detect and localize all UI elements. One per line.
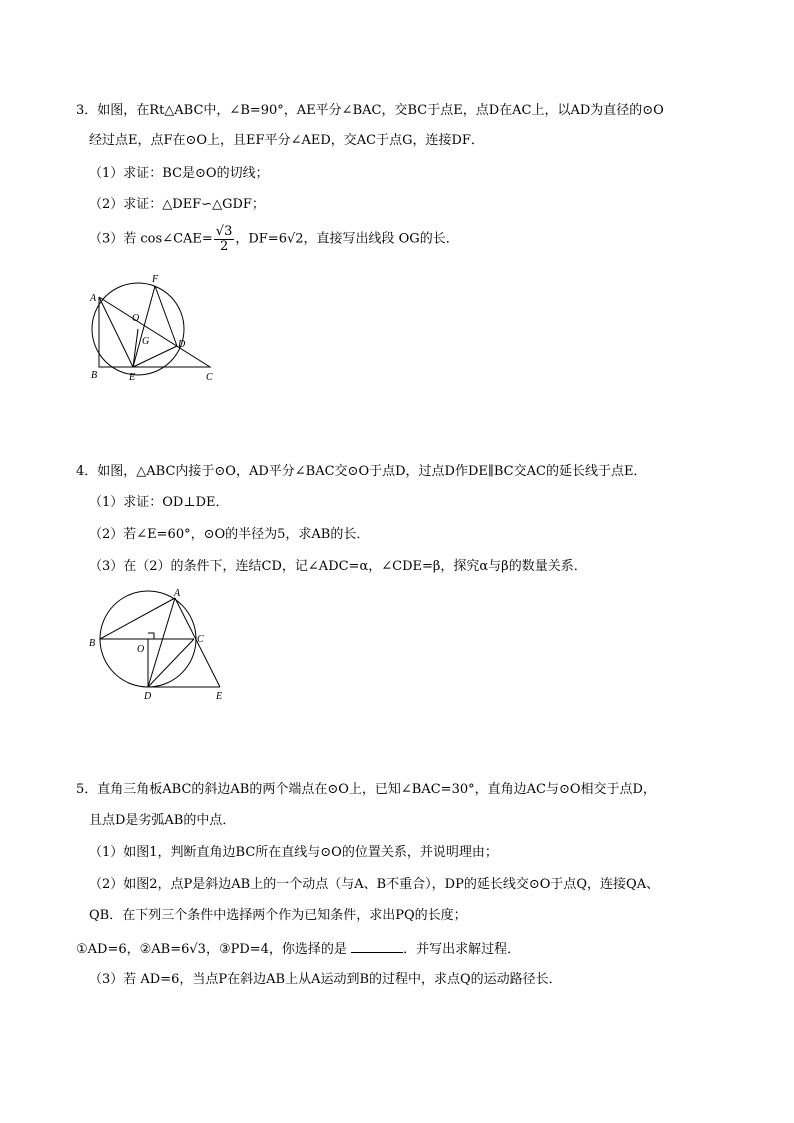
q4-part-3: （3）在（2）的条件下，连结CD，记∠ADC=α，∠CDE=β，探究α与β的数量关系． — [89, 559, 587, 574]
q3-seg-EF — [133, 286, 155, 367]
q3-part-3-a: （3）若 cos∠CAE= — [89, 231, 213, 247]
q4-label-E: E — [216, 691, 223, 702]
q4-label-A: A — [174, 588, 181, 599]
q3-label-A: A — [90, 293, 97, 304]
q5-part-3: （3）若 AD=6，当点P在斜边AB上从A运动到B的过程中，求点Q的运动路径长． — [89, 972, 562, 987]
q3-fraction-num: √3 — [215, 224, 233, 239]
q5-part-2c — [76, 940, 520, 958]
q3-part-3 — [89, 225, 459, 254]
q3-part-3-b: ，DF=6√2，直接写出线段 OG的长． — [235, 231, 459, 247]
q4-label-B: B — [89, 638, 96, 649]
q4-figure — [86, 588, 236, 703]
q4-label-D: D — [144, 691, 152, 702]
q5-stem-1: 直角三角板ABC的斜边AB的两个端点在⊙O上，已知∠BAC=30°，直角边AC与⊙O相交于点D， — [97, 782, 656, 797]
q3-fraction-den: 2 — [219, 239, 229, 254]
q3-label-D: D — [178, 339, 186, 350]
q3-part-1: （1）求证：BC是⊙O的切线； — [89, 166, 269, 181]
q4-label-C: C — [197, 634, 204, 645]
q4-seg-AD — [148, 598, 175, 687]
q5-line-2: 且点D是劣弧AB的中点． — [89, 813, 236, 828]
q5-line-1 — [76, 782, 656, 798]
q3-label-E: E — [129, 372, 136, 383]
q5-number: 5． — [76, 782, 98, 797]
q4-seg-AB — [100, 598, 175, 639]
q5-part-2b: QB．在下列三个条件中选择两个作为已知条件，求出PQ的长度； — [89, 908, 467, 923]
q4-label-O: O — [137, 644, 145, 655]
q3-seg-ED — [133, 346, 177, 367]
q3-label-C: C — [206, 372, 213, 383]
q3-line-1 — [76, 103, 664, 119]
q5-part-1: （1）如图1，判断直角边BC所在直线与⊙O的位置关系，并说明理由； — [89, 845, 498, 860]
q4-line-1 — [76, 464, 646, 480]
q3-line-2: 经过点E，点F在⊙O上，且EF平分∠AED，交AC于点G，连接DF． — [89, 133, 484, 148]
q3-fraction — [214, 225, 235, 254]
q4-part-1: （1）求证：OD⊥DE． — [89, 495, 229, 510]
q5-part-2a: （2）如图2，点P是斜边AB上的一个动点（与A、B不重合），DP的延长线交⊙O于点Q，连接QA、 — [89, 877, 660, 892]
q3-number: 3． — [76, 103, 98, 118]
q5-conditions-end: ．并写出求解过程． — [403, 942, 521, 957]
q3-label-B: B — [91, 370, 98, 381]
q4-stem-1: 如图，△ABC内接于⊙O，AD平分∠BAC交⊙O于点D，过点D作DE∥BC交AC的延长线于点E． — [97, 464, 647, 479]
q4-right-angle-mark — [148, 633, 154, 639]
q3-part-2: （2）求证：△DEF∽△GDF； — [89, 197, 265, 212]
q3-stem-1: 如图，在Rt△ABC中，∠B=90°，AE平分∠BAC，交BC于点E，点D在AC上，以AD为直径的⊙O — [97, 103, 664, 118]
q5-conditions: ①AD=6，②AB=6√3，③PD=4，你选择的是 — [76, 942, 347, 957]
q3-label-F: F — [152, 274, 159, 285]
q3-seg-FD — [155, 286, 177, 346]
q3-label-G: G — [142, 336, 150, 347]
q4-part-2: （2）若∠E=60°，⊙O的半径为5，求AB的长． — [89, 527, 370, 542]
q3-seg-OE — [133, 329, 138, 367]
q3-label-O: O — [132, 313, 140, 324]
answer-blank[interactable] — [351, 940, 403, 953]
q4-number: 4． — [76, 464, 98, 479]
q3-figure — [86, 272, 226, 387]
